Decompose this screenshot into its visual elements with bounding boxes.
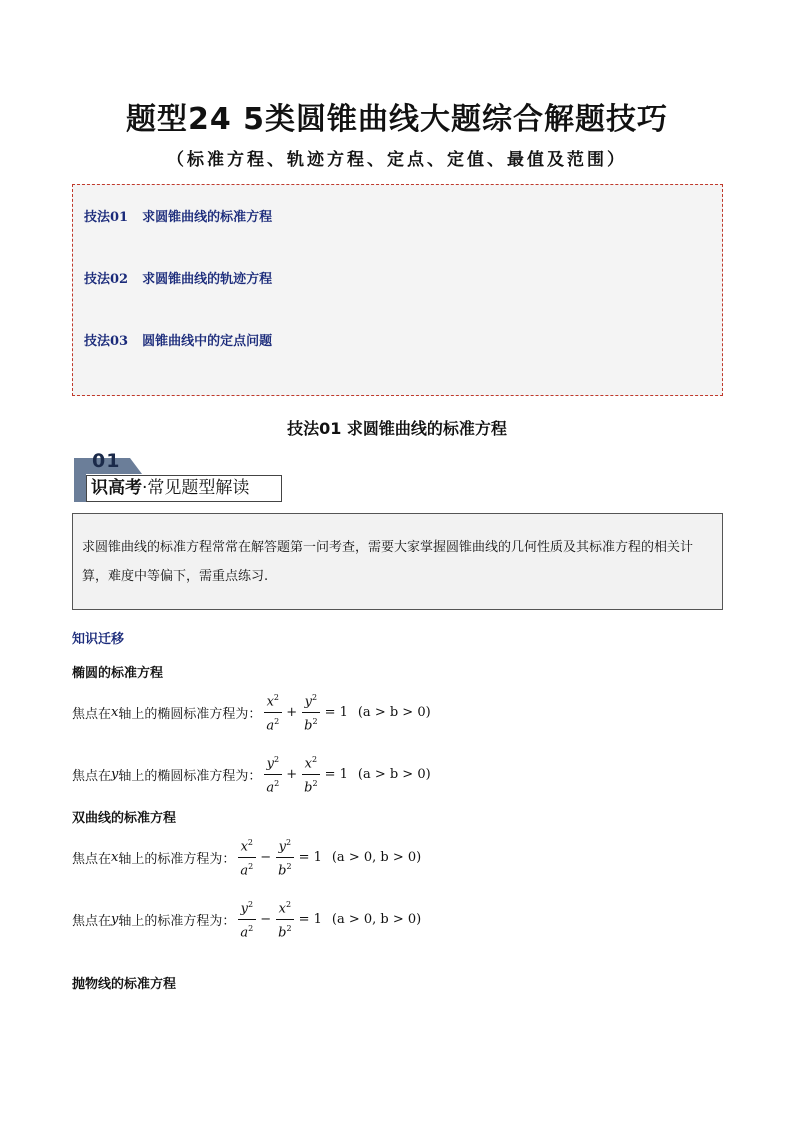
condition: (a > b > 0) xyxy=(357,766,431,782)
formula-prefix: 焦点在 xyxy=(72,913,112,929)
badge-label-strong: 识高考 xyxy=(91,478,142,498)
fraction: $\frac{x^2}{a^2}$ xyxy=(263,689,282,735)
condition: (a > 0, b > 0) xyxy=(331,849,422,865)
section-badge xyxy=(72,450,284,506)
formula-suffix: 轴上的椭圆标准方程为： xyxy=(118,706,262,722)
badge-label-rest: ·常见题型解读 xyxy=(142,478,250,498)
equals: = 1 xyxy=(324,704,348,720)
equals: = 1 xyxy=(298,911,322,927)
toc-item-number: 技法02 xyxy=(84,272,129,287)
formula-prefix: 焦点在 xyxy=(72,851,112,867)
parabola-heading: 抛物线的标准方程 xyxy=(72,977,177,992)
formula-prefix: 焦点在 xyxy=(72,768,112,784)
equals: = 1 xyxy=(298,849,322,865)
toc-item[interactable] xyxy=(84,330,272,349)
fraction: $\frac{x^2}{a^2}$ xyxy=(237,834,256,880)
operator: − xyxy=(260,849,272,865)
hyperbola-y-formula xyxy=(72,899,421,939)
page-subtitle: （标准方程、轨迹方程、定点、定值、最值及范围） xyxy=(167,150,627,170)
operator: − xyxy=(260,911,272,927)
intro-box xyxy=(72,513,723,610)
fraction: $\frac{y^2}{a^2}$ xyxy=(263,751,282,797)
condition: (a > 0, b > 0) xyxy=(331,911,422,927)
section-heading: 技法01 求圆锥曲线的标准方程 xyxy=(287,419,507,438)
toc-item-label: 求圆锥曲线的轨迹方程 xyxy=(142,272,273,287)
page-title: 题型24 5类圆锥曲线大题综合解题技巧 xyxy=(125,102,669,137)
fraction: $\frac{y^2}{a^2}$ xyxy=(237,896,256,942)
toc-item-label: 求圆锥曲线的标准方程 xyxy=(142,210,273,225)
toc-item-number: 技法03 xyxy=(84,334,129,349)
axis-var: x xyxy=(111,849,119,865)
fraction: $\frac{x^2}{b^2}$ xyxy=(301,751,320,797)
fraction: $\frac{x^2}{b^2}$ xyxy=(275,896,294,942)
badge-number: 01 xyxy=(92,450,121,472)
toc-item-label: 圆锥曲线中的定点问题 xyxy=(142,334,273,349)
badge-label xyxy=(86,475,282,502)
fraction: $\frac{y^2}{b^2}$ xyxy=(301,689,320,735)
formula-suffix: 轴上的椭圆标准方程为： xyxy=(118,768,262,784)
axis-var: y xyxy=(111,766,119,782)
formula-suffix: 轴上的标准方程为： xyxy=(118,913,236,929)
intro-text: 求圆锥曲线的标准方程常常在解答题第一问考查，需要大家掌握圆锥曲线的几何性质及其标准方程的相关计算，难度中等偏下，需重点练习. xyxy=(82,540,694,584)
axis-var: x xyxy=(111,704,119,720)
table-of-contents xyxy=(72,184,723,396)
formula-suffix: 轴上的标准方程为： xyxy=(118,851,236,867)
toc-item-number: 技法01 xyxy=(84,210,129,225)
knowledge-label: 知识迁移 xyxy=(72,632,125,647)
equals: = 1 xyxy=(324,766,348,782)
toc-item[interactable] xyxy=(84,268,272,287)
toc-item[interactable] xyxy=(84,206,272,225)
hyperbola-x-formula xyxy=(72,837,421,877)
ellipse-x-formula xyxy=(72,692,431,732)
hyperbola-heading: 双曲线的标准方程 xyxy=(72,811,177,826)
condition: (a > b > 0) xyxy=(357,704,431,720)
formula-prefix: 焦点在 xyxy=(72,706,112,722)
fraction: $\frac{y^2}{b^2}$ xyxy=(275,834,294,880)
ellipse-heading: 椭圆的标准方程 xyxy=(72,666,164,681)
ellipse-y-formula xyxy=(72,754,431,794)
axis-var: y xyxy=(111,911,119,927)
operator: + xyxy=(286,766,298,782)
operator: + xyxy=(286,704,298,720)
